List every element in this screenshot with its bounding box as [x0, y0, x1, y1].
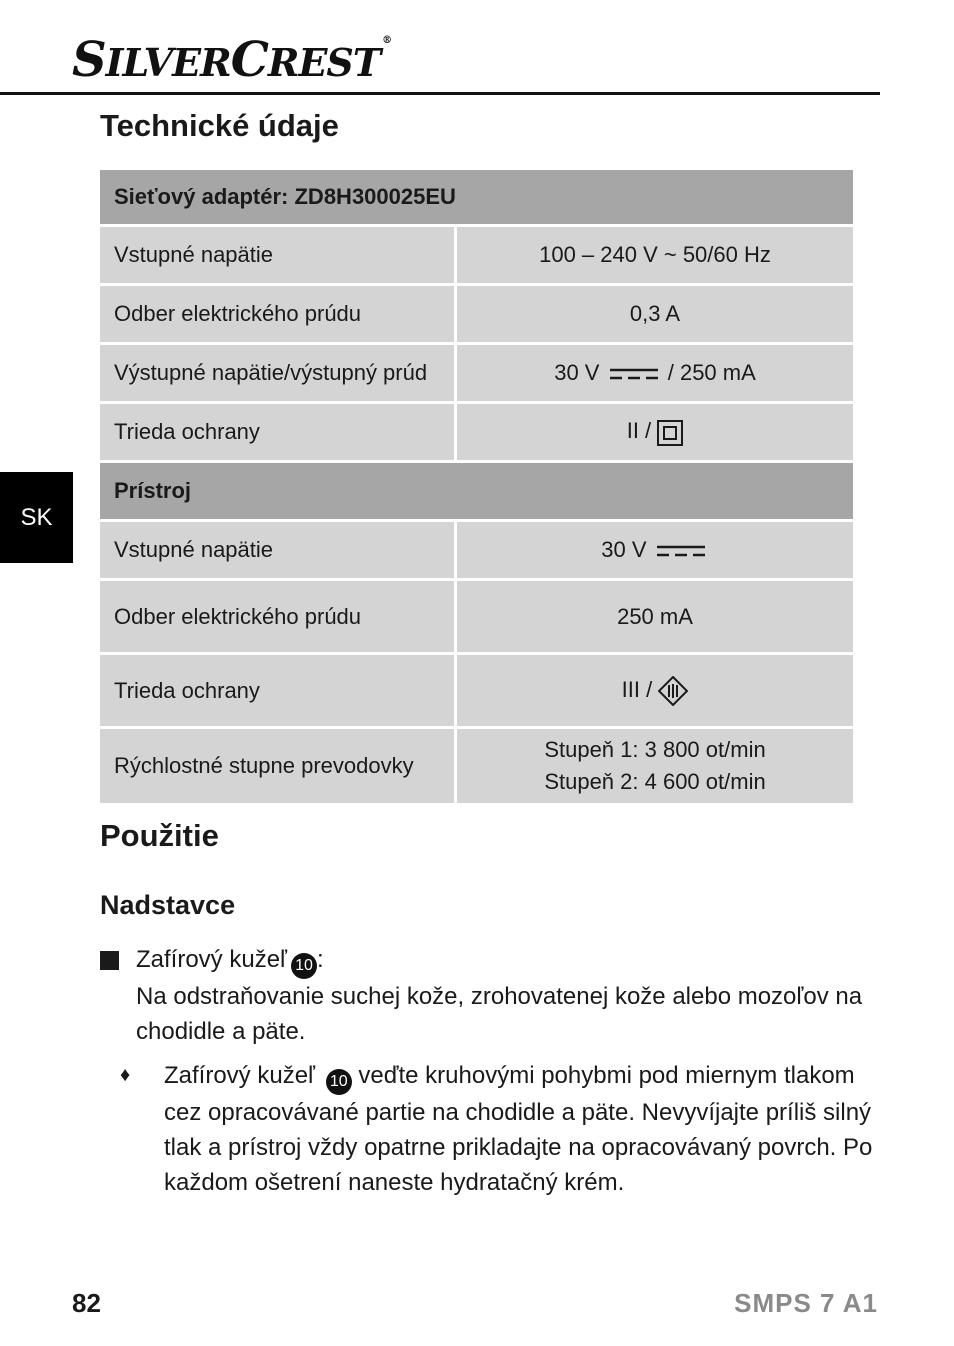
number-badge: 10: [291, 953, 317, 979]
item-colon: :: [317, 946, 324, 973]
table-row: [100, 522, 853, 578]
row-label: Vstupné napätie: [100, 522, 454, 578]
value-current: / 250 mA: [667, 360, 756, 385]
table-row: [100, 404, 853, 460]
row-label: Výstupné napätie/výstupný prúd: [100, 345, 454, 401]
section-heading-attachments: Nadstavce: [100, 890, 236, 920]
row-value: [454, 655, 853, 726]
gear-speed-2: Stupeň 2: 4 600 ot/min: [544, 769, 766, 794]
protection-class-iii-icon: [658, 676, 688, 706]
language-tab: SK: [0, 472, 73, 563]
row-value: 250 mA: [454, 581, 853, 652]
spec-table: [100, 167, 853, 806]
table-section-header: [100, 463, 853, 519]
table-row: [100, 345, 853, 401]
section-heading-use: Použitie: [100, 818, 219, 853]
list-item: [120, 1058, 880, 1200]
item-description: Na odstraňovanie suchej kože, zrohovatenej kože alebo mozoľov na chodidle a päte.: [136, 983, 863, 1045]
model-name: SMPS 7 A1: [734, 1288, 878, 1318]
table-section-header: [100, 170, 853, 224]
row-value: [454, 345, 853, 401]
list-item: [100, 942, 880, 1049]
adapter-header: Sieťový adaptér: ZD8H300025EU: [100, 170, 853, 224]
table-row: [100, 227, 853, 283]
dc-current-icon: [610, 367, 658, 381]
row-label: Rýchlostné stupne prevodovky: [100, 729, 454, 803]
table-row: [100, 655, 853, 726]
number-badge: 10: [326, 1069, 352, 1095]
brand-logo: SILVERCREST ®: [72, 32, 392, 88]
diamond-bullet-icon: ♦: [120, 1064, 131, 1086]
gear-speed-1: Stupeň 1: 3 800 ot/min: [544, 737, 766, 762]
row-value: [454, 522, 853, 578]
table-row: [100, 729, 853, 803]
row-label: Odber elektrického prúdu: [100, 286, 454, 342]
row-label: Vstupné napätie: [100, 227, 454, 283]
row-value: 0,3 A: [454, 286, 853, 342]
row-label: Trieda ochrany: [100, 404, 454, 460]
square-bullet-icon: [100, 951, 119, 970]
value-class: II /: [626, 418, 652, 444]
row-value: [454, 404, 853, 460]
table-row: [100, 286, 853, 342]
value-class: III /: [621, 676, 653, 702]
value-voltage: 30 V: [601, 537, 647, 562]
row-value: [454, 729, 853, 803]
header-rule: [0, 92, 880, 95]
row-value: 100 – 240 V ~ 50/60 Hz: [454, 227, 853, 283]
row-label: Odber elektrického prúdu: [100, 581, 454, 652]
device-header: Prístroj: [100, 463, 853, 519]
value-voltage: 30 V: [554, 360, 600, 385]
dc-current-icon: [657, 544, 705, 558]
table-row: [100, 581, 853, 652]
item-lead: Zafírový kužeľ: [164, 1062, 316, 1089]
page-title: Technické údaje: [100, 108, 339, 143]
item-lead: Zafírový kužeľ: [136, 946, 288, 973]
row-label: Trieda ochrany: [100, 655, 454, 726]
item-text: veďte kruhovými pohybmi pod miernym tlakom cez opracovávané partie na chodidle a päte. Nevyvíjajte príliš silný tlak a prístroj vždy opatrne prikladajte na opracovávaný povrch. Po každom ošetrení naneste hydratačný krém.: [164, 1062, 873, 1196]
protection-class-ii-icon: [657, 420, 683, 446]
page-number: 82: [72, 1288, 101, 1318]
